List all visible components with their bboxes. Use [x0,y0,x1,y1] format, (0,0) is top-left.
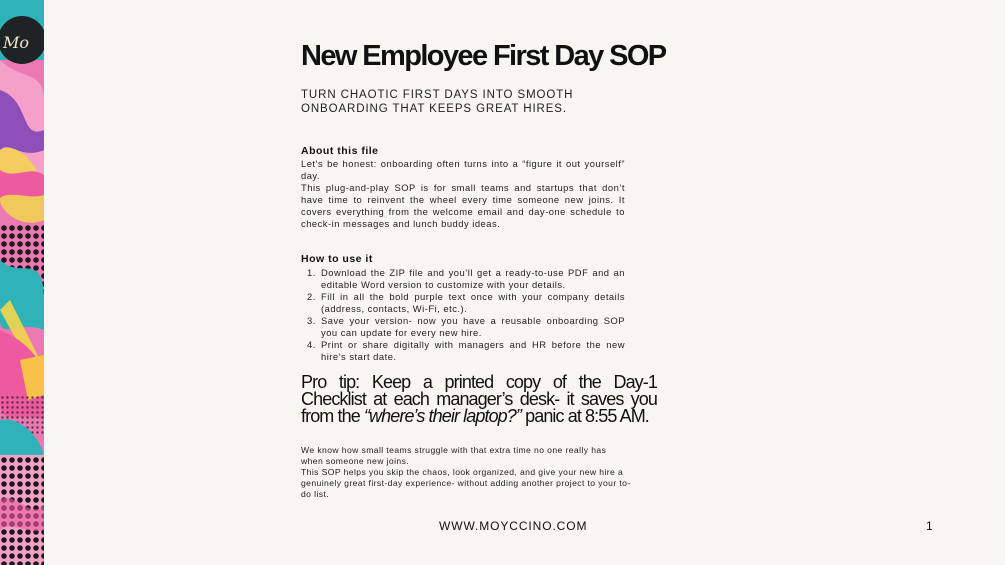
pro-tip-quote: “where’s their laptop?” [363,406,521,426]
step-text: Print or share digitally with managers and HR before the new hire’s start date. [321,339,625,362]
pro-tip [301,374,657,425]
step-number: 1. [307,267,316,278]
logo-glyph: Mo [3,33,30,52]
outro-paragraph-1: We know how small teams struggle with that extra time no one really has when someone new joins. [301,445,607,466]
outro-paragraph-2: This SOP helps you skip the chaos, look organized, and give your new hire a genuinely great first-day experience- without adding another project to your to-do list. [301,467,631,499]
about-paragraph-2: This plug-and-play SOP is for small teams and startups that don’t have time to reinvent the wheel every time someone new joins. It covers everything from the welcome email and day-one schedule to check-in messages and lunch buddy ideas. [301,182,625,229]
about-paragraph-1: Let’s be honest: onboarding often turns into a “figure it out yourself” day. [301,158,625,181]
step-number: 4. [307,339,316,350]
document-subtitle: TURN CHAOTIC FIRST DAYS INTO SMOOTH ONBOARDING THAT KEEPS GREAT HIRES. [301,89,574,115]
step-text: Save your version- now you have a reusable onboarding SOP you can update for every new hire. [321,315,625,338]
list-item [301,315,625,339]
step-text: Fill in all the bold purple text once with your company details (address, contacts, Wi-Fi, etc.). [321,291,625,314]
page-number: 1 [926,519,933,533]
footer-website-link[interactable]: WWW.MOYCCINO.COM [439,519,588,533]
how-to-heading: How to use it [301,253,373,265]
outro-text [301,445,631,500]
how-to-steps [301,267,625,363]
step-text: Download the ZIP file and you’ll get a ready-to-use PDF and an editable Word version to customize with your details. [321,267,625,290]
decorative-sidebar [0,0,44,565]
list-item [301,267,625,291]
step-number: 3. [307,315,316,326]
pro-tip-text-end: panic at 8:55 AM. [521,406,649,426]
list-item [301,291,625,315]
about-heading: About this file [301,145,379,157]
step-number: 2. [307,291,316,302]
document-title: New Employee First Day SOP [301,40,666,72]
pro-tip-text: Pro tip: Keep a printed copy of the Day-1 Checklist at each manager’s desk- it saves you from the [301,372,657,426]
abstract-collage-graphic [0,0,44,565]
list-item [301,339,625,363]
